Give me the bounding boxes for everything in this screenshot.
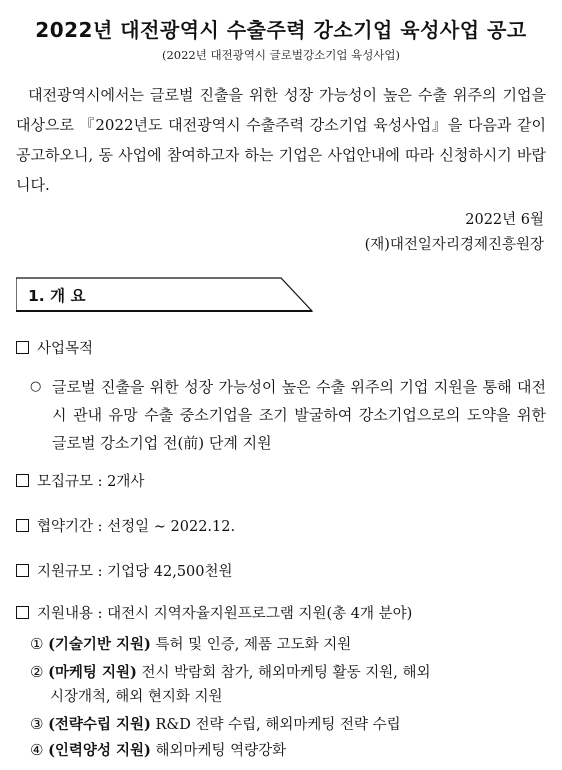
support-item [30,632,546,657]
period-text: 협약기간 : 선정일 ∼ 2022.12. [37,519,236,535]
period-line [16,515,235,536]
item-number: ② [30,663,44,681]
support-item [30,738,546,763]
support-item [30,660,546,709]
recruit-text: 모집규모 : 2개사 [37,474,145,490]
item-number: ① [30,635,44,653]
item-tag: (기술기반 지원) [48,636,151,653]
item-number: ④ [30,741,44,759]
purpose-item [30,373,546,457]
scale-line [16,560,233,581]
item-tag: (마케팅 지원) [48,664,137,681]
checkbox-square-icon [16,564,29,577]
checkbox-square-icon [16,519,29,532]
content-text: 지원내용 : 대전시 지역자율지원프로그램 지원(총 4개 분야) [37,606,413,622]
scale-text: 지원규모 : 기업당 42,500천원 [37,564,233,580]
purpose-text: 글로벌 진출을 위한 성장 가능성이 높은 수출 위주의 기업 지원을 통해 대전시 관내 유망 수출 중소기업을 조기 발굴하여 강소기업으로의 도약을 위한 글로벌 강소기업 전(前) 단계 지원 [52,378,546,452]
item-text: 특허 및 인증, 제품 고도화 지원 [155,637,352,653]
item-text: 해외마케팅 역량강화 [155,743,287,759]
circle-bullet-icon: ○ [30,379,42,394]
purpose-heading [16,337,93,358]
item-number: ③ [30,715,44,733]
recruit-line [16,470,144,491]
item-text: 전시 박람회 참가, 해외마케팅 활동 지원, 해외 [141,665,431,681]
document-title: 2022년 대전광역시 수출주력 강소기업 육성사업 공고 [35,18,527,42]
checkbox-square-icon [16,474,29,487]
purpose-label: 사업목적 [37,341,94,357]
document-subtitle: (2022년 대전광역시 글로벌강소기업 육성사업) [161,48,401,62]
item-tag: (인력양성 지원) [48,742,151,759]
section-title: 1. 개 요 [28,287,86,305]
intro-text: 대전광역시에서는 글로벌 진출을 위한 성장 가능성이 높은 수출 위주의 기업을 대상으로 『2022년도 대전광역시 수출주력 강소기업 육성사업』을 다음과 같이 공고하오니, 동 사업에 참여하고자 하는 기업은 사업안내에 따라 신청하시기 바랍니다. [16,86,546,194]
intro-paragraph [16,80,546,200]
checkbox-square-icon [16,341,29,354]
item-continuation: 시장개척, 해외 현지화 지원 [50,689,223,705]
content-line [16,602,412,623]
checkbox-square-icon [16,606,29,619]
support-item [30,712,546,737]
issuing-organization: (재)대전일자리경제진흥원장 [364,237,544,253]
announcement-date: 2022년 6월 [465,212,544,228]
item-tag: (전략수립 지원) [48,716,151,733]
item-text: R&D 전략 수립, 해외마케팅 전략 수립 [155,717,401,733]
section-header [16,277,316,313]
